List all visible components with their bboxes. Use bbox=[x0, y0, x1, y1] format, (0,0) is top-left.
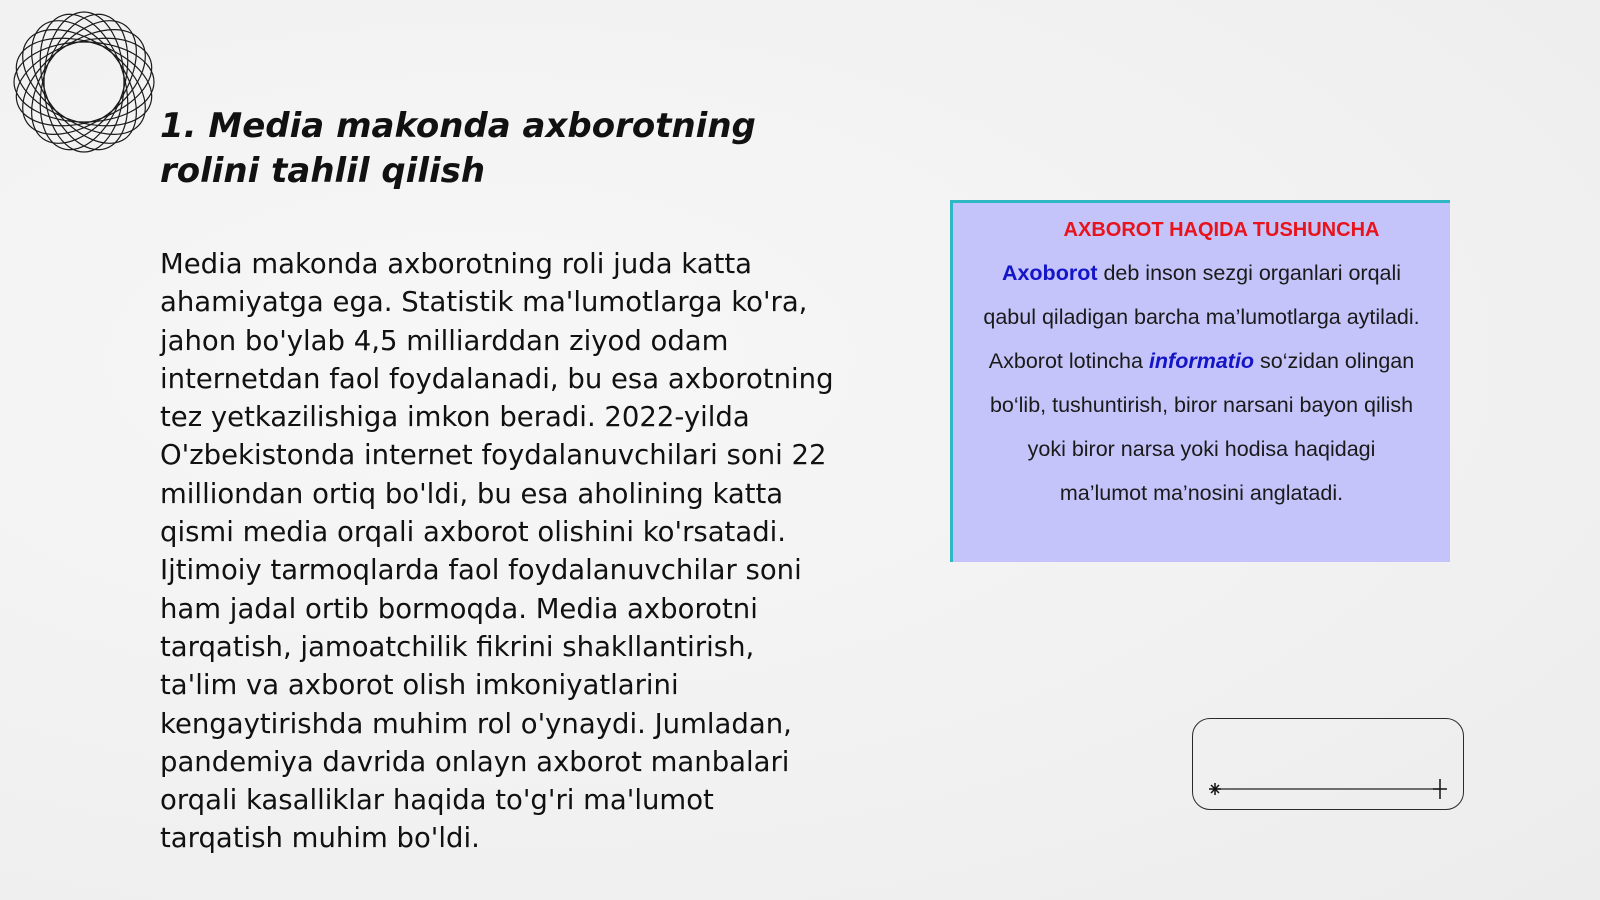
spiro-ellipse bbox=[10, 8, 158, 155]
info-card-term: Axoborot bbox=[1001, 261, 1098, 285]
info-card-body bbox=[953, 251, 1450, 515]
sparkle-icon bbox=[1209, 783, 1221, 795]
slide-title: 1. Media makonda axborotning rolini tahlil qilish bbox=[160, 106, 756, 191]
spiro-ellipse bbox=[44, 12, 124, 152]
plus-star-icon bbox=[1433, 779, 1447, 799]
spiro-ellipse bbox=[24, 8, 143, 156]
spiro-ellipse bbox=[10, 8, 157, 156]
info-card-text-1: deb inson sezgi organlari orqali qabul qiladigan barcha ma’lumotlarga aytiladi. Axborot lotincha bbox=[983, 261, 1420, 373]
slider-line-graphic bbox=[1193, 719, 1465, 811]
slide-body-text: Media makonda axborotning roli juda katta ahamiyatga ega. Statistik ma'lumotlarga ko'ra, jahon bo'ylab 4,5 milliarddan ziyod odam internetdan faol foydalanadi, bu esa axborotning tez yetkazilishiga imkon beradi. 2022-yilda O'zbekistonda internet foydalanuvchilari soni 22 milliondan ortiq bo'ldi, bu esa aholining katta qismi media orqali axborot olishini ko'rsatadi. Ijtimoiy tarmoqlarda faol foydalanuvchilar soni ham jadal ortib bormoqda. Media axborotni tarqatish, jamoatchilik fikrini shakllantirish, ta'lim va axborot olish imkoniyatlarini kengaytirishda muhim rol o'ynaydi. Jumladan, pandemiya davrida onlayn axborot manbalari orqali kasalliklar haqida to'g'ri ma'lumot tarqatish muhim bo'ldi. bbox=[160, 248, 834, 855]
decorative-slider-frame bbox=[1192, 718, 1464, 810]
spiro-ellipse bbox=[10, 22, 158, 141]
spirograph-logo-icon bbox=[10, 8, 158, 156]
spiro-ellipse bbox=[10, 8, 157, 156]
spiro-ellipse bbox=[10, 8, 158, 155]
spiro-ellipse bbox=[14, 42, 154, 122]
info-card-latin-term: informatio bbox=[1148, 349, 1255, 373]
info-card-text-2: so‘zidan olingan bo‘lib, tushuntirish, biror narsani bayon qilish yoki biror narsa yoki hodisa haqidagi ma’lumot ma’nosini anglatadi. bbox=[989, 349, 1415, 505]
info-card-heading: AXBOROT HAQIDA TUSHUNCHA bbox=[1063, 219, 1380, 241]
info-card bbox=[950, 200, 1450, 562]
